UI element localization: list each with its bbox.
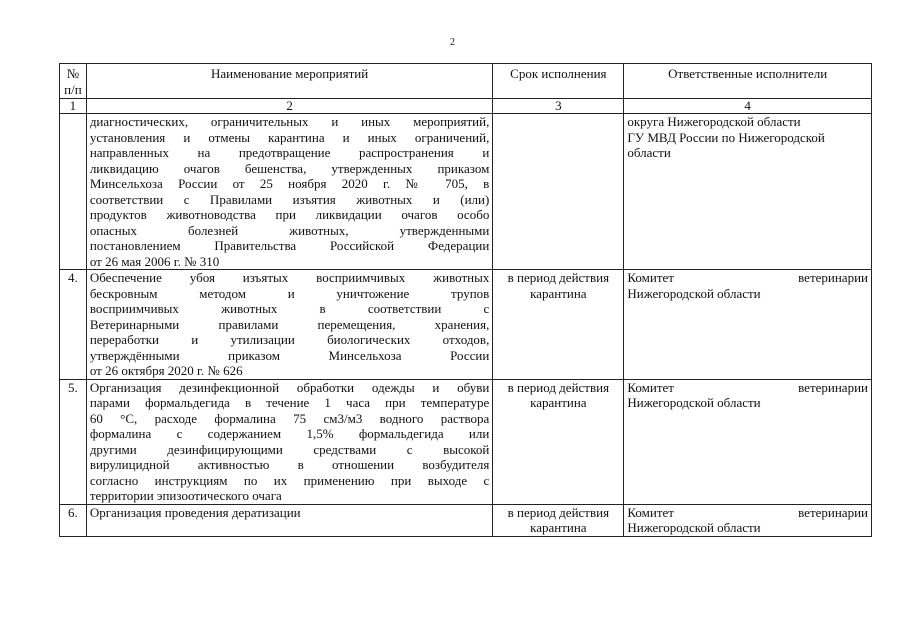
responsible-executors-line: Комитет ветеринарии [627, 379, 868, 395]
responsible-executors-line: Нижегородской области [627, 520, 761, 535]
execution-term [493, 504, 624, 536]
execution-term [493, 114, 624, 270]
measure-name [86, 270, 493, 380]
measures-table [59, 63, 872, 537]
measure-name-line: формалина с содержанием 1,5% формальдегида или [89, 426, 490, 441]
header-name: Наименование мероприятий [86, 64, 493, 99]
table-row [60, 379, 872, 504]
column-number: 4 [624, 99, 872, 114]
row-number: 4. [60, 270, 87, 380]
measure-name-line: согласно инструкциям по их применению при выходе с [89, 472, 490, 488]
responsible-executors [624, 270, 872, 380]
column-number: 2 [86, 99, 493, 114]
measure-name-line: от 26 мая 2006 г. № 310 [89, 253, 220, 269]
measure-name-line: парами формальдегида в течение 1 часа при температуре [89, 395, 490, 410]
responsible-executors-line: Нижегородской области [627, 285, 761, 301]
measure-name-line: постановлением Правительства Российской Федерации [89, 238, 490, 253]
measure-name-line: бескровным методом и уничтожение трупов [89, 285, 490, 301]
execution-term-line: карантина [530, 285, 587, 301]
column-number: 1 [60, 99, 87, 114]
table-row [60, 504, 872, 536]
table-header-row [60, 64, 872, 99]
measure-name [86, 379, 493, 504]
responsible-executors [624, 114, 872, 270]
column-numbering-row [60, 99, 872, 114]
execution-term [493, 270, 624, 380]
measure-name-line: вирулицидной активностью в отношении возбудителя [89, 457, 490, 472]
responsible-executors-line: округа Нижегородской области [627, 114, 801, 129]
row-number [60, 114, 87, 270]
measure-name-line: установления и отмены карантина и иных ограничений, [89, 129, 490, 145]
measure-name-line: 60 °С, расходе формалина 75 см3/м3 водного раствора [89, 410, 490, 426]
header-num-line2: п/п [64, 82, 82, 97]
row-number: 5. [60, 379, 87, 504]
page-number: 2 [450, 37, 455, 48]
execution-term [493, 379, 624, 504]
row-number: 6. [60, 504, 87, 536]
responsible-executors [624, 504, 872, 536]
execution-term-line: в период действия [507, 504, 610, 520]
measure-name [86, 114, 493, 270]
execution-term-line: в период действия [507, 379, 610, 395]
execution-term-line: в период действия [507, 270, 610, 285]
measure-name-line: соответствии с Правилами изъятия животных и (или) [89, 191, 490, 207]
measure-name-line: Организация проведения дератизации [89, 504, 301, 520]
header-responsible: Ответственные исполнители [624, 64, 872, 99]
header-num-line1: № [66, 66, 80, 81]
measure-name-line: опасных болезней животных, утвержденными [89, 222, 490, 238]
measure-name-line: территории эпизоотического очага [89, 488, 282, 503]
measure-name-line: Обеспечение убоя изъятых восприимчивых животных [89, 270, 490, 285]
measure-name [86, 504, 493, 536]
measure-name-line: направленных на предотвращение распространения и [89, 145, 490, 160]
column-number: 3 [493, 99, 624, 114]
measure-name-line: Минсельхоза России от 25 ноября 2020 г. № 705, в [89, 176, 490, 191]
measure-name-line: продуктов животноводства при ликвидации очагов особо [89, 207, 490, 222]
header-term: Срок исполнения [493, 64, 624, 99]
responsible-executors-line: Комитет ветеринарии [627, 504, 868, 520]
header-num [60, 64, 87, 99]
responsible-executors-line: области [627, 145, 671, 160]
measure-name-line: восприимчивых животных в соответствии с [89, 301, 490, 316]
execution-term-line: карантина [530, 395, 587, 410]
measure-name-line: утверждёнными приказом Минсельхоза России [89, 347, 490, 363]
measure-name-line: ликвидацию очагов бешенства, утвержденных приказом [89, 160, 490, 176]
measure-name-line: переработки и утилизации биологических отходов, [89, 332, 490, 347]
measure-name-line: от 26 октября 2020 г. № 626 [89, 363, 243, 378]
responsible-executors-line: ГУ МВД России по Нижегородской [627, 129, 825, 145]
responsible-executors-line: Нижегородской области [627, 395, 761, 410]
measure-name-line: другими дезинфицирующими средствами с высокой [89, 441, 490, 457]
table-row [60, 270, 872, 380]
table-row [60, 114, 872, 270]
execution-term-line: карантина [530, 520, 587, 535]
responsible-executors [624, 379, 872, 504]
measure-name-line: Ветеринарными правилами перемещения, хранения, [89, 316, 490, 332]
measure-name-line: Организация дезинфекционной обработки одежды и обуви [89, 379, 490, 395]
measure-name-line: диагностических, ограничительных и иных мероприятий, [89, 114, 490, 129]
responsible-executors-line: Комитет ветеринарии [627, 270, 868, 285]
table-body [60, 114, 872, 537]
